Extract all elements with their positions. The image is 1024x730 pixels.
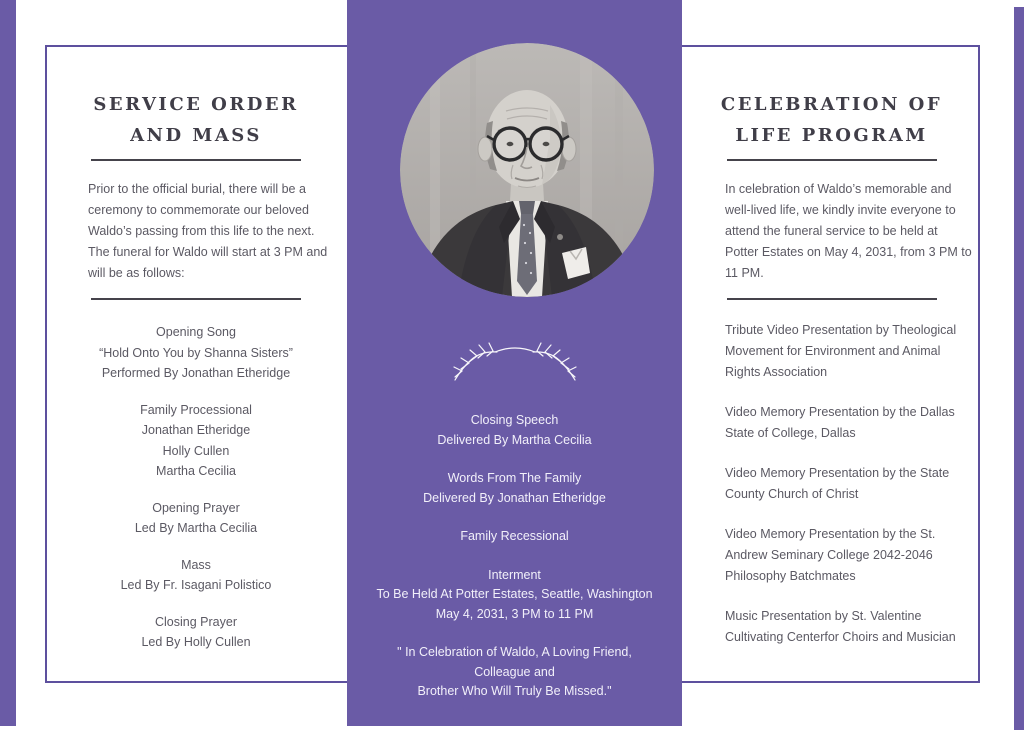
text-line: ceremony to commemorate our beloved: [88, 203, 309, 217]
text-line: Cultivating Centerfor Choirs and Musician: [725, 630, 956, 644]
program-section-family-processional: [45, 400, 347, 482]
text-line: well-lived life, we kindly invite everyone to: [725, 203, 956, 217]
title-line: AND MASS: [130, 125, 262, 146]
text-line: Closing Prayer: [155, 614, 237, 629]
program-group-closing-speech: [347, 411, 682, 450]
service-intro-paragraph: [88, 179, 347, 284]
text-line: County Church of Christ: [725, 487, 859, 501]
text-line: " In Celebration of Waldo, A Loving Friend,: [397, 645, 632, 659]
text-line: Potter Estates on May 4, 2031, from 3 PM to: [725, 245, 972, 259]
text-line: Video Memory Presentation by the St.: [725, 527, 936, 541]
text-line: Delivered By Jonathan Etheridge: [423, 490, 606, 505]
text-line: Led By Martha Cecilia: [134, 521, 258, 535]
text-line: Led By Holly Cullen: [141, 635, 251, 649]
text-line: To Be Held At Potter Estates, Seattle, Washington: [376, 587, 653, 601]
divider: [727, 298, 937, 300]
text-line: Brother Who Will Truly Be Missed.": [417, 684, 612, 698]
program-section-opening-song: [45, 322, 347, 384]
text-line: 11 PM.: [725, 266, 764, 280]
text-line: Jonathan Etheridge: [141, 423, 251, 437]
program-section-mass: [45, 555, 347, 596]
text-line: “Hold Onto You by Shanna Sisters”: [99, 345, 293, 360]
title-line: LIFE PROGRAM: [735, 125, 928, 146]
text-line: attend the funeral service to be held at: [725, 224, 938, 238]
service-order-list: [45, 322, 347, 653]
text-line: Family Recessional: [460, 529, 569, 543]
text-line: Holly Cullen: [162, 443, 230, 458]
program-item-video-memory-church: [725, 463, 980, 505]
text-line: Rights Association: [725, 365, 828, 379]
text-line: Opening Prayer: [152, 500, 240, 515]
text-line: Video Memory Presentation by the Dallas: [725, 405, 955, 419]
program-item-video-memory-seminary: [725, 524, 980, 587]
title-line: SERVICE ORDER: [93, 94, 299, 115]
title-line: CELEBRATION OF: [720, 94, 943, 115]
text-line: Martha Cecilia: [156, 464, 236, 478]
program-item-video-memory-dallas: [725, 402, 980, 444]
text-line: In celebration of Waldo’s memorable and: [725, 182, 952, 196]
portrait-photo: [400, 43, 654, 297]
program-group-interment: [347, 566, 682, 625]
text-line: Interment: [488, 567, 541, 582]
text-line: Music Presentation by St. Valentine: [725, 609, 922, 623]
text-line: Closing Speech: [470, 413, 559, 427]
text-line: The funeral for Waldo will start at 3 PM and: [88, 245, 328, 259]
service-order-title: [45, 89, 347, 151]
program-item-music-presentation: [725, 606, 980, 648]
text-line: will be as follows:: [88, 266, 185, 280]
program-group-family-recessional: [347, 527, 682, 547]
program-group-words-from-family: [347, 469, 682, 508]
text-line: Performed By Jonathan Etheridge: [101, 366, 291, 380]
text-line: Andrew Seminary College 2042-2046: [725, 548, 933, 562]
text-line: Waldo’s passing from this life to the next.: [88, 224, 315, 238]
text-line: Mass: [181, 557, 211, 572]
text-line: Delivered By Martha Cecilia: [437, 432, 592, 447]
text-line: Philosophy Batchmates: [725, 569, 856, 583]
celebration-panel: [683, 45, 980, 667]
text-line: Prior to the official burial, there will be a: [88, 182, 306, 196]
text-line: Movement for Environment and Animal: [725, 344, 941, 358]
service-order-panel: [45, 45, 347, 669]
left-edge-strip: [0, 0, 16, 726]
right-edge-strip: [1014, 7, 1024, 730]
text-line: Led By Fr. Isagani Polistico: [120, 578, 272, 592]
celebration-program-list: [725, 320, 980, 648]
program-section-closing-prayer: [45, 612, 347, 653]
center-memorial-panel: [347, 0, 682, 726]
memorial-quote: [347, 643, 682, 702]
text-line: May 4, 2031, 3 PM to 11 PM: [435, 606, 594, 621]
program-item-tribute-video: [725, 320, 980, 383]
program-section-opening-prayer: [45, 498, 347, 539]
center-program-list: [347, 411, 682, 702]
text-line: Colleague and: [474, 664, 555, 679]
text-line: Video Memory Presentation by the State: [725, 466, 950, 480]
text-line: State of College, Dallas: [725, 426, 856, 440]
divider: [91, 159, 301, 161]
text-line: Tribute Video Presentation by Theological: [725, 323, 957, 337]
celebration-intro-paragraph: [725, 179, 980, 284]
text-line: Opening Song: [156, 325, 236, 339]
divider: [727, 159, 937, 161]
text-line: Words From The Family: [447, 471, 582, 485]
divider: [91, 298, 301, 300]
laurel-decoration-icon: [449, 337, 581, 387]
text-line: Family Processional: [140, 402, 252, 417]
celebration-title: [683, 89, 980, 151]
